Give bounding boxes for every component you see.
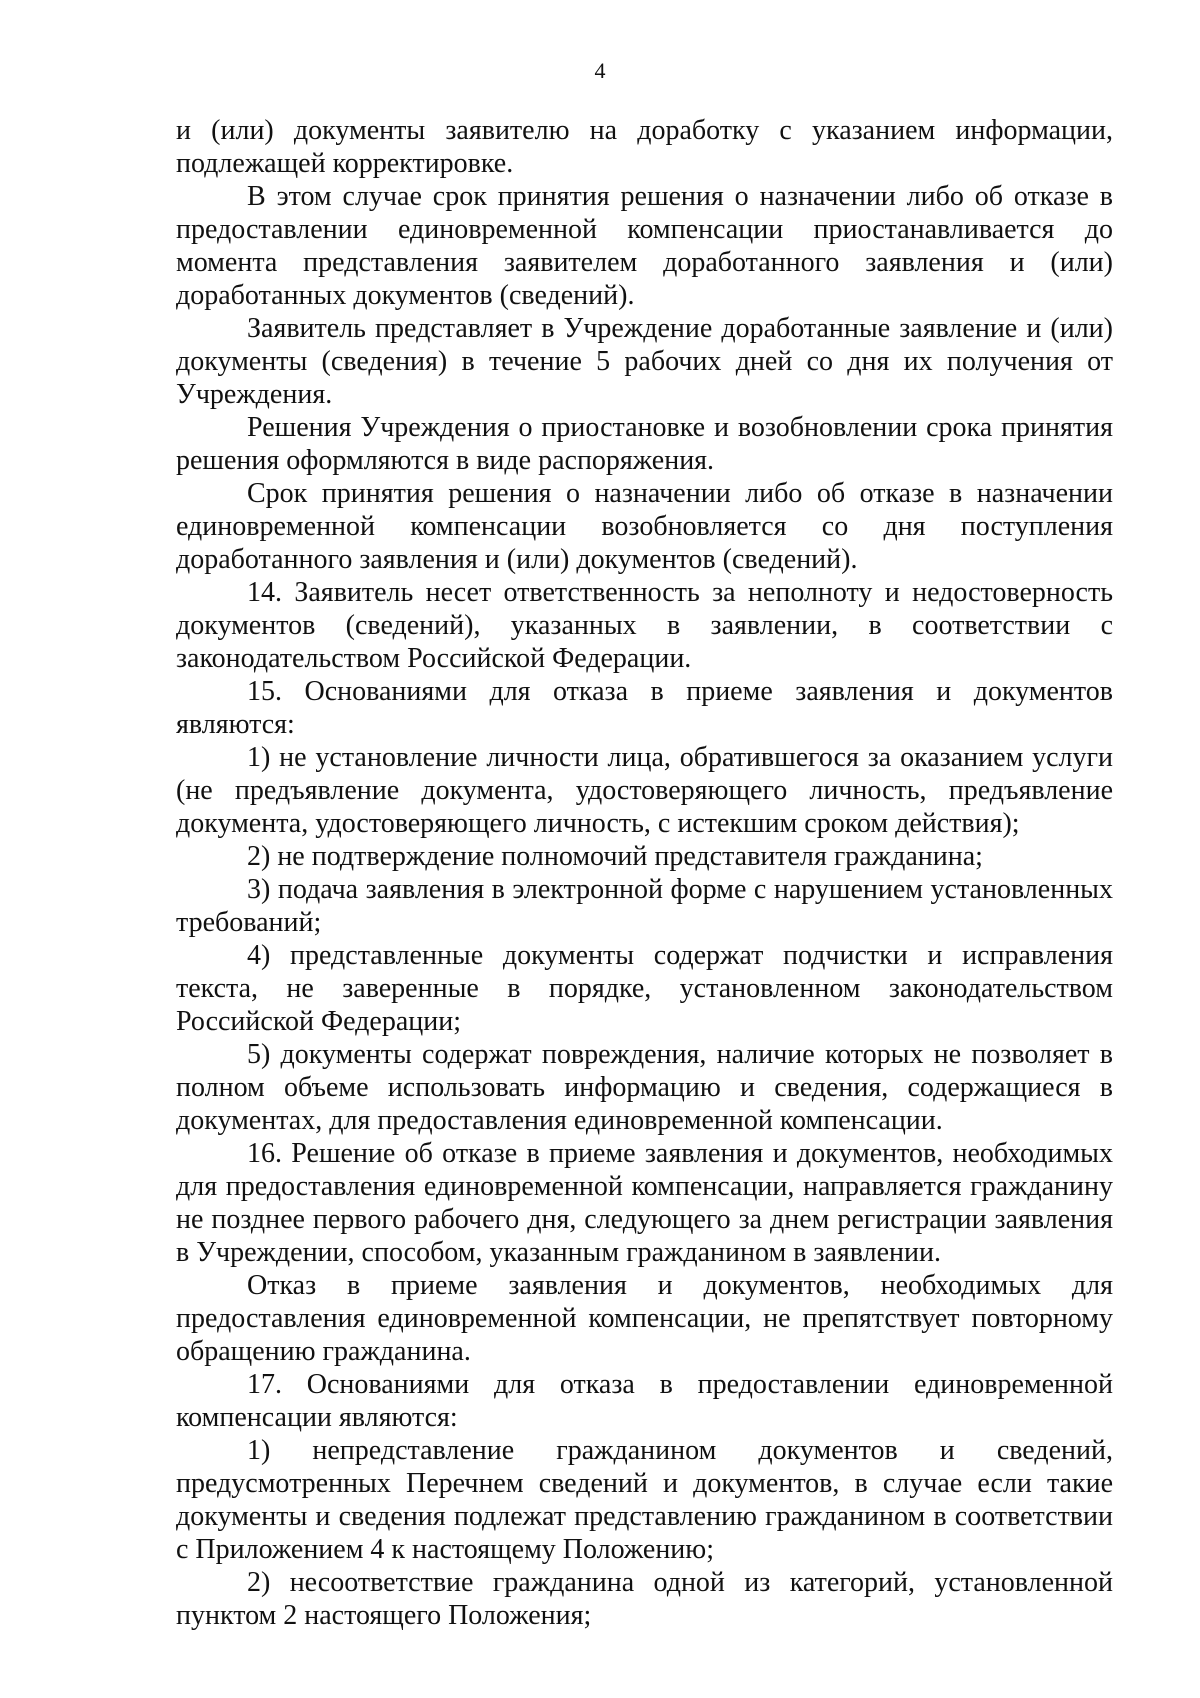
- paragraph-item-15-4: 4) представленные документы содержат подчистки и исправления текста, не заверенные в порядке, установленном законодательством Российской Федерации;: [176, 940, 1113, 1037]
- page-number: 4: [594, 58, 606, 83]
- paragraph-decisions-order: Решения Учреждения о приостановке и возобновлении срока принятия решения оформляются в виде распоряжения.: [176, 412, 1113, 476]
- paragraph-term-resumed: Срок принятия решения о назначении либо об отказе в назначении единовременной компенсации возобновляется со дня поступления доработанного заявления и (или) документов (сведений).: [176, 478, 1113, 575]
- paragraph-applicant-submits: Заявитель представляет в Учреждение доработанные заявление и (или) документы (сведения) в течение 5 рабочих дней со дня их получения от Учреждения.: [176, 313, 1113, 410]
- paragraph-item-17-2: 2) несоответствие гражданина одной из категорий, установленной пунктом 2 настоящего Положения;: [176, 1567, 1113, 1631]
- paragraph-continuation: и (или) документы заявителю на доработку с указанием информации, подлежащей корректировке.: [176, 115, 1113, 179]
- paragraph-item-15-3: 3) подача заявления в электронной форме с нарушением установленных требований;: [176, 874, 1113, 938]
- paragraph-item-15-1: 1) не установление личности лица, обратившегося за оказанием услуги (не предъявление документа, удостоверяющего личность, предъявление документа, удостоверяющего личность, с истекшим сроком действия);: [176, 742, 1113, 839]
- paragraph-item-17: 17. Основаниями для отказа в предоставлении единовременной компенсации являются:: [176, 1369, 1113, 1433]
- paragraph-item-15: 15. Основаниями для отказа в приеме заявления и документов являются:: [176, 676, 1113, 740]
- paragraph-item-17-1: 1) непредставление гражданином документов и сведений, предусмотренных Перечнем сведений и документов, в случае если такие документы и сведения подлежат представлению гражданином в соответствии с Приложением 4 к настоящему Положению;: [176, 1435, 1113, 1565]
- paragraph-suspension-term: В этом случае срок принятия решения о назначении либо об отказе в предоставлении единовременной компенсации приостанавливается до момента представления заявителем доработанного заявления и (или) доработанных документов (сведений).: [176, 181, 1113, 311]
- paragraph-item-16: 16. Решение об отказе в приеме заявления и документов, необходимых для предоставления единовременной компенсации, направляется гражданину не позднее первого рабочего дня, следующего за днем регистрации заявления в Учреждении, способом, указанным гражданином в заявлении.: [176, 1138, 1113, 1268]
- paragraph-refusal-no-obstacle: Отказ в приеме заявления и документов, необходимых для предоставления единовременной компенсации, не препятствует повторному обращению гражданина.: [176, 1270, 1113, 1367]
- paragraph-item-14: 14. Заявитель несет ответственность за неполноту и недостоверность документов (сведений), указанных в заявлении, в соответствии с законодательством Российской Федерации.: [176, 577, 1113, 674]
- document-body: [176, 114, 1113, 1632]
- paragraph-item-15-5: 5) документы содержат повреждения, наличие которых не позволяет в полном объеме использовать информацию и сведения, содержащиеся в документах, для предоставления единовременной компенсации.: [176, 1039, 1113, 1136]
- paragraph-item-15-2: 2) не подтверждение полномочий представителя гражданина;: [247, 841, 983, 872]
